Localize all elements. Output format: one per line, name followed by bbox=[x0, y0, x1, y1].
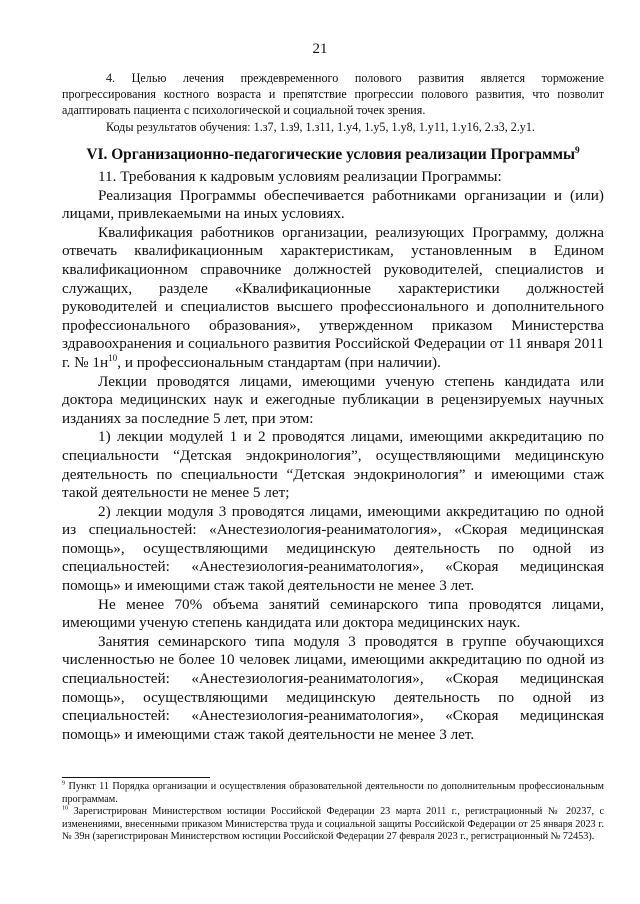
footnotes bbox=[62, 781, 604, 844]
paragraph-seminars-module-3: Занятия семинарского типа модуля 3 проводятся в группе обучающихся численностью не более 10 человек лицами, имеющими аккредитацию по одной из специальностей: «Анестезиология-реаниматология», «Скорая медицинская помощь», осуществляющими медицинскую деятельность по одной из специальностей: «Анестезиология-реаниматология», «Скорая медицинская помощь» и имеющими стаж такой деятельности не менее 3 лет. bbox=[62, 632, 604, 743]
list-item-1: 1) лекции модулей 1 и 2 проводятся лицами, имеющими аккредитацию по специальности “Детская эндокринология”, осуществляющими медицинскую деятельность по специальности “Детская эндокринология” и имеющими стаж такой деятельности не менее 5 лет; bbox=[62, 428, 604, 502]
list-item-2: 2) лекции модуля 3 проводятся лицами, имеющими аккредитацию по одной из специальностей: «Анестезиология-реаниматология», «Скорая медицинская помощь», осуществляющими медицинскую деятельность по одной из специальностей: «Анестезиология-реаниматология», «Скорая медицинская помощь» и имеющими стаж такой деятельности не менее 3 лет. bbox=[62, 502, 604, 595]
section-heading bbox=[62, 145, 604, 165]
paragraph-seminars-share: Не менее 70% объема занятий семинарского типа проводятся лицами, имеющими ученую степень кандидата или доктора медицинских наук. bbox=[62, 595, 604, 632]
paragraph-requirements: 11. Требования к кадровым условиям реализации Программы: bbox=[98, 168, 502, 185]
section-title: VI. Организационно-педагогические условия реализации Программы bbox=[86, 146, 575, 163]
learning-codes: Коды результатов обучения: 1.з7, 1.з9, 1.з11, 1.у4, 1.у5, 1.у8, 1.у11, 1.у16, 2.з3, 2.у1. bbox=[106, 119, 535, 134]
body-text bbox=[62, 168, 604, 744]
footnote-9-mark: 9 bbox=[62, 780, 66, 787]
qualification-text: Квалификация работников организации, реализующих Программу, должна отвечать квалификационным характеристикам, установленным в Едином квалификационном справочнике должностей руководителей, специалистов и служащих, разделе «Квалификационные характеристики должностей руководителей и специалистов высшего профессионального и дополнительного профессионального образования», утвержденном приказом Министерства здравоохранения и социального развития Российской Федерации от 11 января 2011 г. № 1н bbox=[62, 223, 604, 371]
page-number: 21 bbox=[312, 41, 328, 57]
footnote-ref-9: 9 bbox=[574, 144, 580, 155]
footnote-10-mark: 10 bbox=[62, 805, 69, 812]
footnote-10-text: Зарегистрирован Министерством юстиции Российской Федерации 23 марта 2011 г., регистрационный № 20237, с изменениями, внесенными приказом Министерства труда и социальной защиты Российской Федерации от 25 января 2023 г. № 39н (зарегистрирован Министерством юстиции Российской Федерации 27 февраля 2023 г., регистрационный № 72453). bbox=[62, 806, 604, 843]
qualification-text-end: , и профессиональным стандартам (при наличии). bbox=[117, 353, 441, 371]
footnote-9-text: Пункт 11 Порядка организации и осуществления образовательной деятельности по дополнительным профессиональным программам. bbox=[62, 781, 604, 805]
footnote-9 bbox=[62, 781, 604, 806]
footnote-separator bbox=[62, 777, 210, 778]
paragraph-qualification bbox=[62, 224, 604, 373]
footnote-10 bbox=[62, 806, 604, 844]
intro-block bbox=[62, 70, 604, 135]
footnote-ref-10: 10 bbox=[108, 352, 118, 363]
item-4-paragraph: 4. Целью лечения преждевременного полового развития является торможение прогрессирования костного возраста и препятствие прогрессии полового развития, что позволит адаптировать пациента с психологической и социальной точек зрения. bbox=[62, 71, 604, 118]
paragraph-lectures: Лекции проводятся лицами, имеющими ученую степень кандидата или доктора медицинских наук и ежегодные публикации в рецензируемых научных изданиях за последние 5 лет, при этом: bbox=[62, 372, 604, 427]
paragraph-staffing: Реализация Программы обеспечивается работниками организации и (или) лицами, привлекаемыми на иных условиях. bbox=[62, 186, 604, 223]
